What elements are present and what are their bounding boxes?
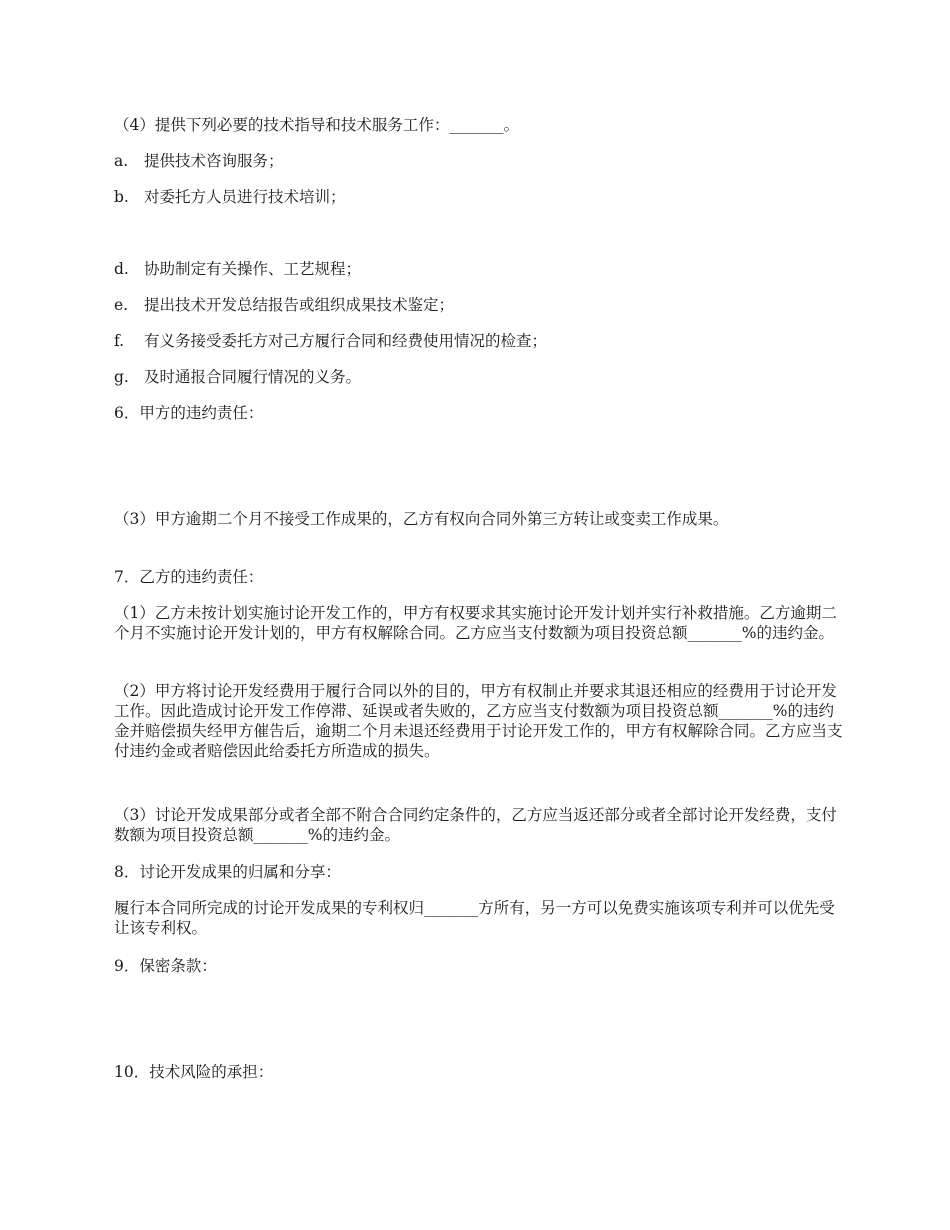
paragraph-text: 履行本合同所完成的讨论开发成果的专利权归_______方所有，另一方可以免费实施该项专利并可以优先受让该专利权。 <box>114 899 835 937</box>
paragraph-text: （2）甲方将讨论开发经费用于履行合同以外的目的，甲方有权制止并要求其退还相应的经费用于讨论开发工作。因此造成讨论开发工作停滞、延误或者失败的，乙方应当支付数额为项目投资总额_______%的违约金并赔偿损失经甲方催告后，逾期二个月未退还经费用于讨论开发工作的，甲方有权解除合同。乙方应当支付违约金或者赔偿因此给委托方所造成的损失。 <box>114 682 843 760</box>
section-heading-text: 9．保密条款： <box>114 957 217 975</box>
section-6-heading <box>114 403 844 423</box>
clause-7-2 <box>114 681 844 761</box>
clause-7-1 <box>114 603 844 643</box>
list-item-text: 协助制定有关操作、工艺规程； <box>144 260 362 278</box>
clause-6-3 <box>114 509 844 529</box>
list-marker: g. <box>114 368 129 386</box>
list-item-f <box>114 331 844 351</box>
paragraph-text: （3）讨论开发成果部分或者全部不附合合同约定条件的，乙方应当返还部分或者全部讨论开发经费，支付数额为项目投资总额_______%的违约金。 <box>114 806 837 844</box>
list-item-e <box>114 295 844 315</box>
list-marker: d. <box>114 260 129 278</box>
list-item-text: 对委托方人员进行技术培训； <box>144 188 346 206</box>
list-marker: b. <box>114 188 129 206</box>
list-item-g <box>114 367 844 387</box>
clause-7-3 <box>114 805 844 845</box>
clause-4-heading <box>114 115 844 135</box>
list-item-text: 有义务接受委托方对己方履行合同和经费使用情况的检查； <box>144 332 548 350</box>
section-10-heading <box>114 1062 844 1082</box>
list-item-text: 提出技术开发总结报告或组织成果技术鉴定； <box>144 296 455 314</box>
section-heading-text: 10．技术风险的承担： <box>114 1063 274 1081</box>
list-item-a <box>114 151 844 171</box>
paragraph-text: （4）提供下列必要的技术指导和技术服务工作：_______。 <box>114 116 520 134</box>
list-marker: a. <box>114 152 129 170</box>
list-marker: e. <box>114 296 129 314</box>
document-page <box>114 0 844 1230</box>
section-heading-text: 6．甲方的违约责任： <box>114 404 264 422</box>
section-heading-text: 8．讨论开发成果的归属和分享： <box>114 863 341 881</box>
paragraph-text: （3）甲方逾期二个月不接受工作成果的，乙方有权向合同外第三方转让或变卖工作成果。 <box>114 510 729 528</box>
section-7-heading <box>114 567 844 587</box>
section-9-heading <box>114 956 844 976</box>
list-item-b <box>114 187 844 207</box>
list-item-text: 及时通报合同履行情况的义务。 <box>144 368 362 386</box>
list-item-text: 提供技术咨询服务； <box>144 152 284 170</box>
section-8-heading <box>114 862 844 882</box>
section-heading-text: 7．乙方的违约责任： <box>114 568 264 586</box>
list-item-d <box>114 259 844 279</box>
clause-8-body <box>114 898 844 938</box>
list-marker: f. <box>114 332 125 350</box>
paragraph-text: （1）乙方未按计划实施讨论开发工作的，甲方有权要求其实施讨论开发计划并实行补救措施。乙方逾期二个月不实施讨论开发计划的，甲方有权解除合同。乙方应当支付数额为项目投资总额_______%的违约金。 <box>114 604 837 642</box>
